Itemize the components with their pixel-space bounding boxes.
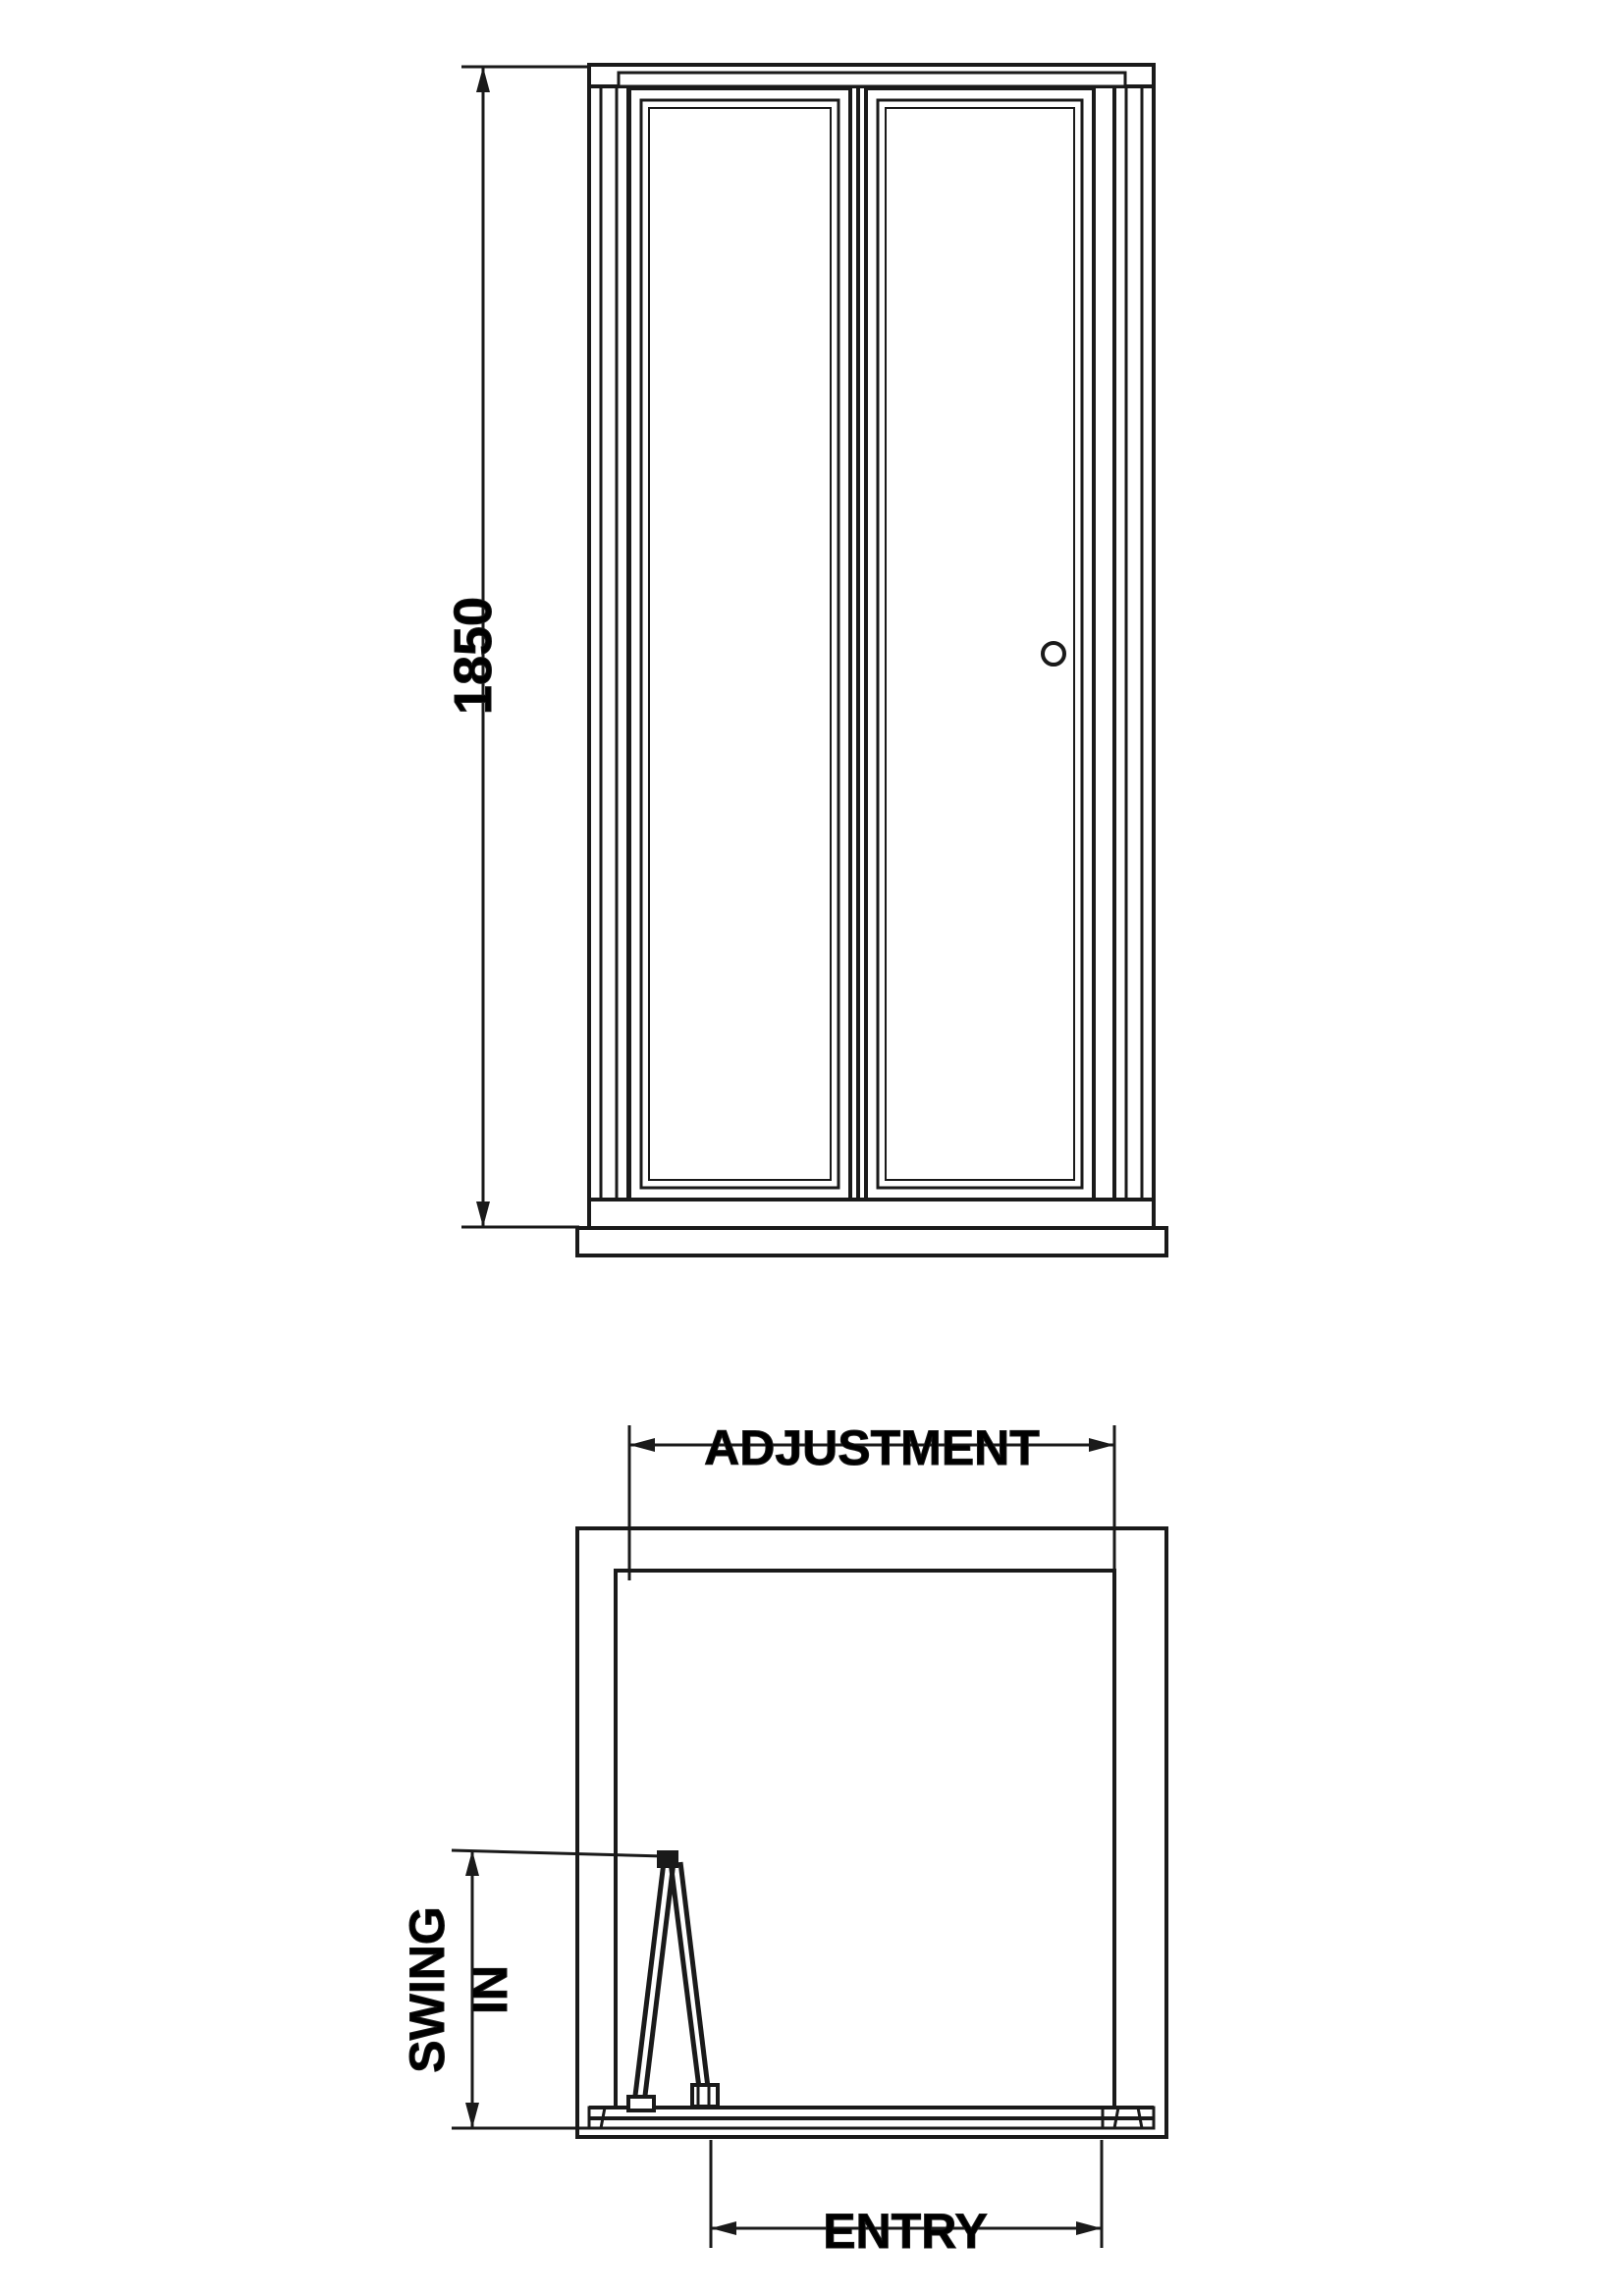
right-jamb xyxy=(1114,65,1154,1228)
left-door-panel xyxy=(629,88,850,1200)
swing-in-dimension-label-line2: IN xyxy=(462,1965,517,2014)
entry-dimension-label: ENTRY xyxy=(823,2204,988,2259)
swing-in-dimension-label-line1: SWING xyxy=(400,1906,455,2073)
plan-view xyxy=(400,1420,1166,2259)
centre-stile xyxy=(850,88,866,1200)
left-jamb xyxy=(589,65,628,1228)
height-dimension-label: 1850 xyxy=(444,596,503,716)
adjustment-dimension-label: ADJUSTMENT xyxy=(704,1420,1040,1475)
head-rail xyxy=(589,65,1154,86)
door-handle-icon xyxy=(1043,643,1064,665)
front-elevation-view xyxy=(444,65,1166,1255)
bottom-threshold xyxy=(577,1200,1166,1255)
